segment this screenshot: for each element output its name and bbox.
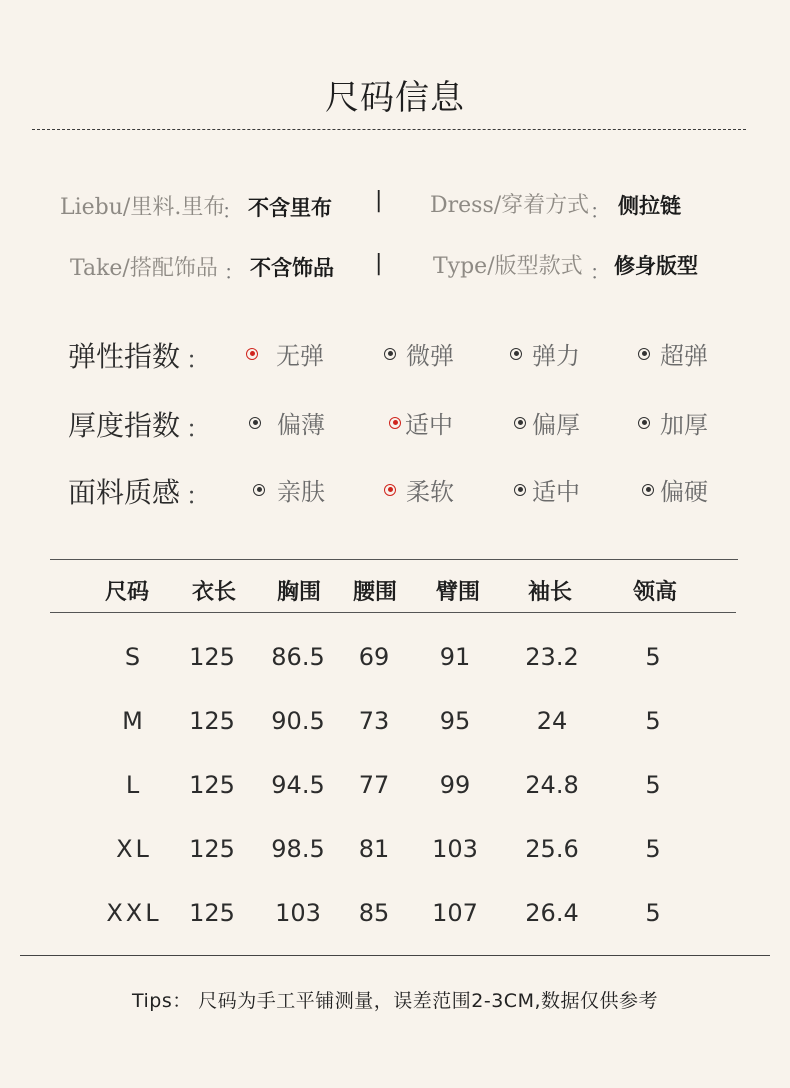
table-cell: 5 — [645, 707, 661, 735]
fabric-option-medium[interactable] — [514, 472, 580, 507]
table-cell: 5 — [645, 835, 661, 863]
table-header-cell: 臂围 — [435, 579, 481, 605]
table-cell: 107 — [432, 899, 478, 927]
info-label-lining: Liebu/里料.里布 — [60, 195, 226, 220]
option-label: 加厚 — [660, 411, 708, 439]
info-value-lining: 不含里布 — [248, 196, 332, 220]
table-cell: 25.6 — [525, 835, 579, 863]
info-value-take: 不含饰品 — [250, 256, 334, 280]
info-colon: ： — [224, 260, 244, 284]
elasticity-option-slight[interactable] — [384, 336, 454, 371]
table-cell: 81 — [358, 835, 390, 863]
fabric-feel-label: 面料质感 — [68, 476, 181, 509]
table-header-cell: 腰围 — [352, 579, 398, 605]
table-cell: 125 — [189, 899, 235, 927]
table-cell: 5 — [645, 643, 661, 671]
option-label: 柔软 — [406, 478, 454, 506]
tips-note: Tips： 尺码为手工平铺测量，误差范围2-3CM,数据仅供参考 — [131, 990, 659, 1012]
table-cell: 23.2 — [525, 643, 579, 671]
info-value-dress: 侧拉链 — [618, 194, 681, 218]
table-header-cell: 袖长 — [527, 579, 573, 605]
table-cell: 95 — [439, 707, 471, 735]
table-cell: 91 — [439, 643, 471, 671]
table-top-rule — [50, 559, 738, 560]
size-cell: XXL — [106, 899, 162, 927]
table-cell: 103 — [432, 835, 478, 863]
table-header-cell: 衣长 — [191, 579, 237, 605]
table-cell: 125 — [189, 771, 235, 799]
option-label: 偏薄 — [277, 411, 325, 439]
table-cell: 125 — [189, 643, 235, 671]
option-label: 偏厚 — [532, 411, 580, 439]
option-label: 偏硬 — [660, 478, 708, 506]
thickness-option-medium[interactable] — [389, 405, 453, 440]
option-label: 无弹 — [276, 342, 324, 370]
table-cell: 85 — [358, 899, 390, 927]
table-header-rule — [50, 612, 736, 613]
thickness-label: 厚度指数 — [68, 409, 181, 442]
info-label-dress: Dress/穿着方式 — [430, 193, 590, 218]
option-label: 适中 — [532, 478, 580, 506]
radio-icon — [642, 484, 654, 496]
info-label-take: Take/搭配饰品 — [70, 256, 218, 281]
table-cell: 77 — [358, 771, 390, 799]
table-header-cell: 尺码 — [104, 579, 150, 605]
radio-icon — [253, 484, 265, 496]
fabric-option-soft[interactable] — [384, 472, 454, 507]
table-cell: 26.4 — [525, 899, 579, 927]
size-cell: M — [122, 707, 146, 735]
table-cell: 94.5 — [271, 771, 325, 799]
size-cell: L — [125, 771, 143, 799]
table-cell: 69 — [358, 643, 390, 671]
table-cell: 5 — [645, 771, 661, 799]
info-separator: | — [375, 251, 383, 276]
elasticity-label: 弹性指数 — [68, 340, 181, 373]
info-label-type: Type/版型款式 — [433, 254, 583, 279]
table-bottom-rule — [20, 955, 770, 956]
info-colon: ： — [222, 199, 242, 223]
table-cell: 24 — [536, 707, 568, 735]
table-cell: 125 — [189, 707, 235, 735]
info-value-type: 修身版型 — [614, 254, 698, 278]
radio-icon — [510, 348, 522, 360]
size-cell: S — [124, 643, 144, 671]
radio-icon — [514, 417, 526, 429]
info-colon: ： — [590, 199, 610, 223]
radio-icon — [384, 348, 396, 360]
thickness-option-thin[interactable] — [249, 405, 325, 440]
table-cell: 125 — [189, 835, 235, 863]
table-cell: 98.5 — [271, 835, 325, 863]
radio-selected-icon — [389, 417, 401, 429]
page-title: 尺码信息 — [325, 78, 465, 118]
table-header-cell: 领高 — [632, 579, 678, 605]
option-label: 适中 — [405, 411, 453, 439]
radio-icon — [638, 417, 650, 429]
radio-icon — [249, 417, 261, 429]
option-label: 超弹 — [660, 342, 708, 370]
radio-selected-icon — [246, 348, 258, 360]
table-cell: 103 — [275, 899, 321, 927]
info-colon: ： — [590, 260, 610, 284]
elasticity-option-super[interactable] — [638, 336, 708, 371]
table-cell: 86.5 — [271, 643, 325, 671]
index-colon: ： — [186, 346, 210, 374]
elasticity-option-elastic[interactable] — [510, 336, 580, 371]
fabric-option-skin-friendly[interactable] — [253, 472, 325, 507]
info-separator: | — [375, 188, 383, 213]
thickness-option-thick[interactable] — [514, 405, 580, 440]
table-cell: 5 — [645, 899, 661, 927]
thickness-option-extra[interactable] — [638, 405, 708, 440]
table-header-cell: 胸围 — [276, 579, 322, 605]
table-cell: 99 — [439, 771, 471, 799]
radio-icon — [638, 348, 650, 360]
index-colon: ： — [186, 415, 210, 443]
table-cell: 73 — [358, 707, 390, 735]
fabric-option-stiff[interactable] — [642, 472, 708, 507]
radio-icon — [514, 484, 526, 496]
size-cell: XL — [116, 835, 152, 863]
elasticity-option-none[interactable] — [246, 336, 324, 371]
index-colon: ： — [186, 482, 210, 510]
option-label: 亲肤 — [277, 478, 325, 506]
table-cell: 90.5 — [271, 707, 325, 735]
option-label: 微弹 — [406, 342, 454, 370]
table-cell: 24.8 — [525, 771, 579, 799]
option-label: 弹力 — [532, 342, 580, 370]
radio-selected-icon — [384, 484, 396, 496]
title-divider — [32, 129, 746, 130]
